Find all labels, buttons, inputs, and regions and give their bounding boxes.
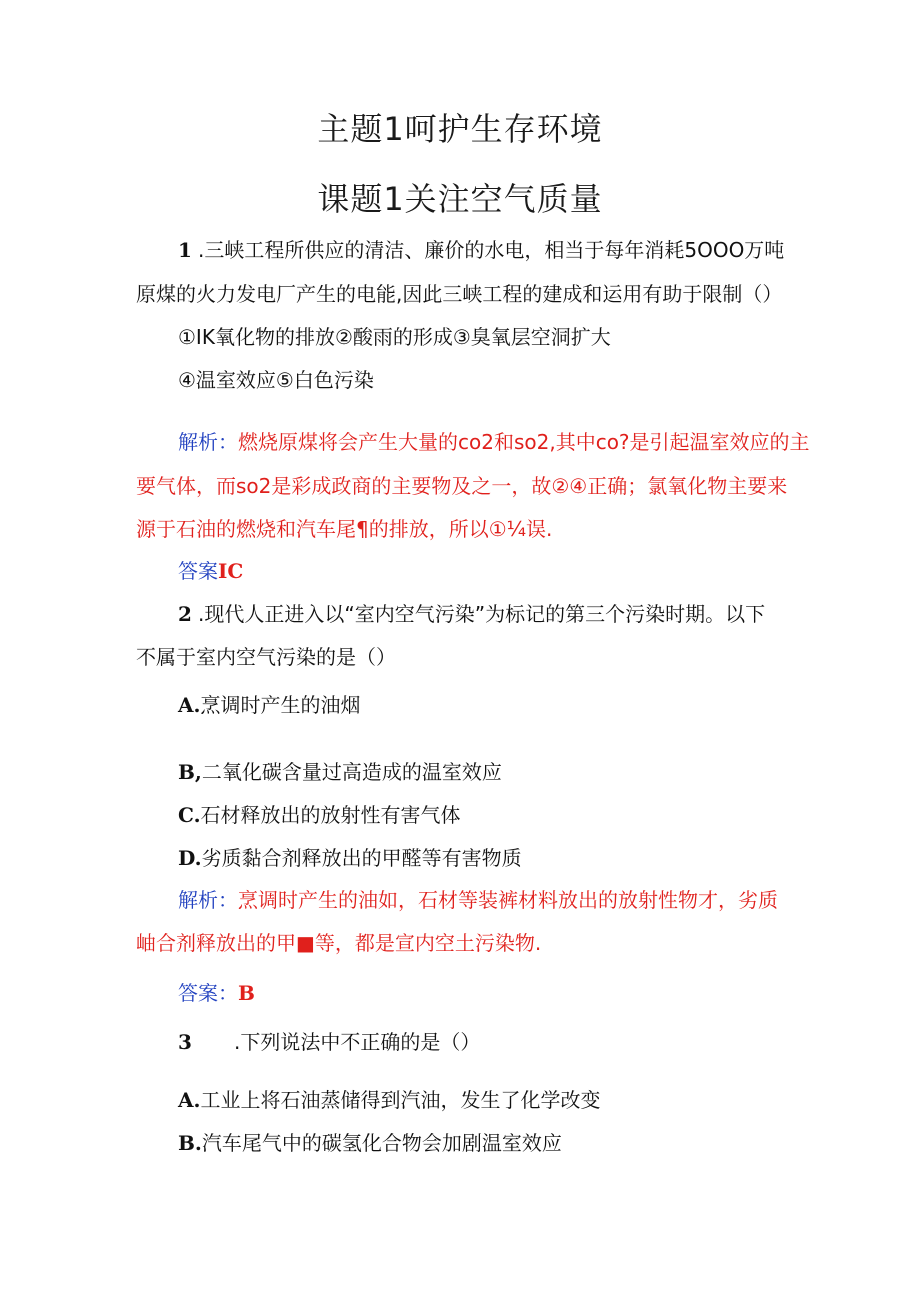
question-1-line-1 [178,236,784,264]
page-title: 主题1呵护生存环境 [317,110,603,148]
question-2-option-c [178,801,461,829]
answer-value: IC [218,559,244,583]
option-text: 劣质黏合剂释放出的甲醛等有害物质 [201,846,522,870]
question-2-option-d [178,844,522,872]
question-2-answer [178,979,255,1007]
question-1-options-1: ①IK氧化物的排放②酸雨的形成③臭氧层空洞扩大 [178,325,611,349]
question-2-option-a [178,691,360,719]
question-3-option-b [178,1129,562,1157]
question-1-analysis-line-1 [178,428,810,456]
option-key: A. [178,693,201,717]
question-1-analysis-text-1: 燃烧原煤将会产生大量的co2和so2,其中co?是引起温室效应的主 [238,430,810,454]
question-1-options-2: ④温室效应⑤白色污染 [178,368,374,392]
question-1-line-2: 原煤的火力发电厂产生的电能,因此三峡工程的建成和运用有助于限制（） [136,282,783,306]
analysis-label: 解析： [178,430,238,454]
question-2-line-2: 不属于室内空气污染的是（） [136,645,396,669]
question-2-analysis-line-1 [178,886,778,914]
option-key: D. [178,846,202,870]
option-text: 二氧化碳含量过高造成的温室效应 [201,760,502,784]
option-key: B, [178,760,202,784]
answer-label: 答案 [178,559,218,583]
question-2-number: 2 [178,602,192,626]
option-text: 石材释放出的放射性有害气体 [200,803,461,827]
option-key: B. [178,1131,202,1155]
question-3-number: 3 [178,1030,192,1054]
question-1-number: 1 [178,238,192,262]
question-1-answer [178,557,243,585]
question-2-analysis-line-2: 岫合剂释放出的甲■等，都是宣内空土污染物. [136,931,542,955]
answer-value: B [238,981,255,1005]
option-text: 工业上将石油蒸储得到汽油，发生了化学改变 [200,1088,601,1112]
question-2-text-1: .现代人正进入以“室内空气污染”为标记的第三个污染时期。以下 [198,602,766,626]
question-1-analysis-line-2: 要气体，而so2是彩成政商的主要物及之一，故②④正确；氯氧化物主要来 [136,474,788,498]
answer-label: 答案： [178,981,238,1005]
question-2-line-1 [178,600,765,628]
analysis-label: 解析： [178,888,238,912]
page-subtitle: 课题1关注空气质量 [317,180,603,218]
question-1-analysis-line-3: 源于石油的燃烧和汽车尾¶的排放，所以①¼误. [136,517,553,541]
question-2-option-b [178,758,502,786]
question-3-line-1 [178,1028,480,1056]
option-text: 汽车尾气中的碳氢化合物会加剧温室效应 [201,1131,562,1155]
option-key: C. [178,803,201,827]
question-3-text-1: .下列说法中不正确的是（） [234,1030,481,1054]
question-2-analysis-text-1: 烹调时产生的油如，石材等装裤材料放出的放射性物才，劣质 [238,888,778,912]
question-1-text-1: .三峡工程所供应的清洁、廉价的水电，相当于每年消耗5OOO万吨 [198,238,785,262]
option-key: A. [178,1088,201,1112]
option-text: 烹调时产生的油烟 [200,693,361,717]
question-3-option-a [178,1086,600,1114]
